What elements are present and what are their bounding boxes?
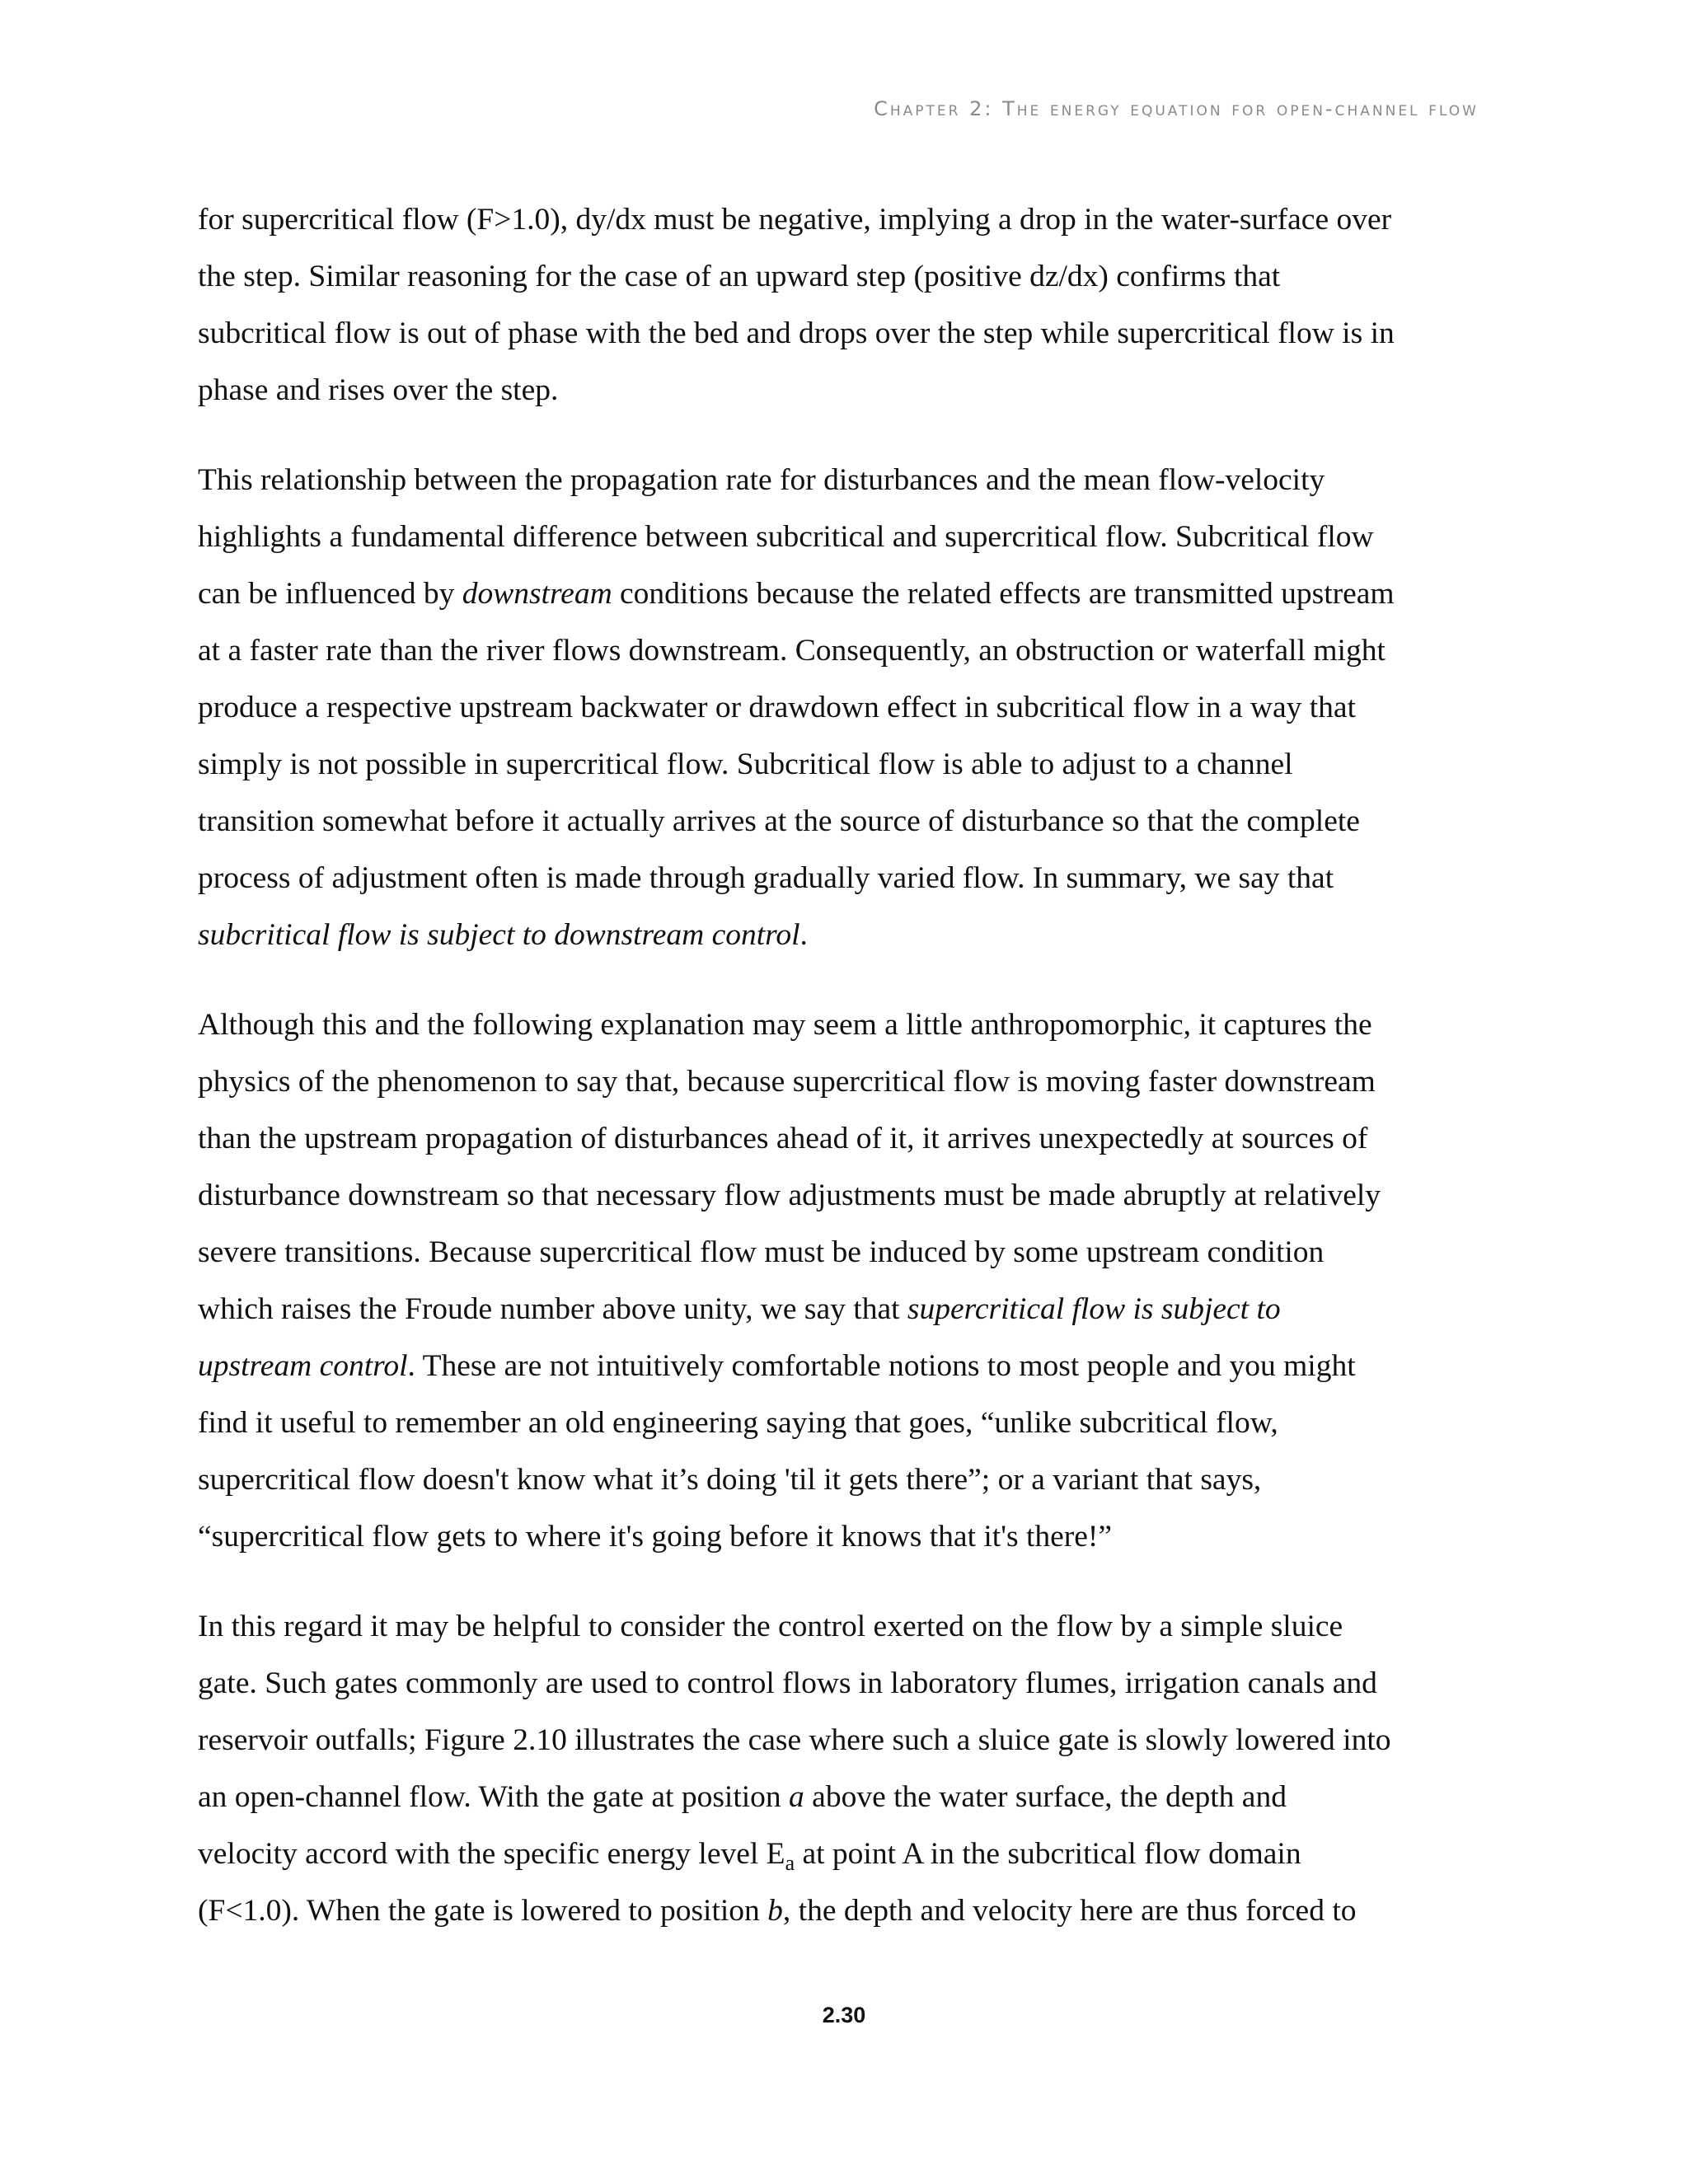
paragraph xyxy=(198,1598,1484,1939)
body-text xyxy=(198,191,1484,1972)
text-run: gate. Such gates commonly are used to control flows in laboratory flumes, irrigation canals and xyxy=(198,1666,1377,1700)
text-line xyxy=(198,248,1484,305)
text-line xyxy=(198,1394,1484,1451)
text-line xyxy=(198,1655,1484,1712)
text-line xyxy=(198,1281,1484,1338)
running-header: Chapter 2: The energy equation for open-channel flow xyxy=(874,97,1479,120)
text-run: severe transitions. Because supercritical flow must be induced by some upstream condition xyxy=(198,1235,1325,1269)
text-run: which raises the Froude number above unity, we say that xyxy=(198,1292,907,1326)
text-line xyxy=(198,1598,1484,1655)
text-run: can be influenced by xyxy=(198,577,462,611)
text-run: at point A in the subcritical flow domain xyxy=(795,1837,1301,1871)
text-line xyxy=(198,850,1484,907)
text-line xyxy=(198,191,1484,248)
emphasis-text: subcritical flow is subject to downstream control xyxy=(198,918,800,952)
text-run: conditions because the related effects are transmitted upstream xyxy=(612,577,1395,611)
text-line xyxy=(198,362,1484,419)
text-run: phase and rises over the step. xyxy=(198,373,559,407)
text-run: , the depth and velocity here are thus forced to xyxy=(782,1894,1357,1928)
text-line xyxy=(198,509,1484,565)
page-number: 2.30 xyxy=(822,2003,866,2027)
text-line xyxy=(198,1451,1484,1508)
text-run: . xyxy=(799,918,808,952)
text-line xyxy=(198,1882,1484,1939)
text-line xyxy=(198,1712,1484,1769)
text-line xyxy=(198,305,1484,362)
text-run: find it useful to remember an old engineering saying that goes, “unlike subcritical flow, xyxy=(198,1406,1278,1440)
text-line xyxy=(198,907,1484,963)
text-line xyxy=(198,996,1484,1053)
emphasis-text: upstream control xyxy=(198,1349,408,1383)
text-run: disturbance downstream so that necessary flow adjustments must be made abruptly at relatively xyxy=(198,1179,1381,1212)
text-run: subcritical flow is out of phase with the bed and drops over the step while supercritical flow is in xyxy=(198,316,1395,350)
text-run: an open-channel flow. With the gate at position xyxy=(198,1780,790,1814)
text-line xyxy=(198,1769,1484,1825)
text-run: reservoir outfalls; Figure 2.10 illustrates the case where such a sluice gate is slowly lowered into xyxy=(198,1723,1391,1757)
text-run: Although this and the following explanation may seem a little anthropomorphic, it captures the xyxy=(198,1008,1372,1042)
text-line xyxy=(198,736,1484,793)
text-run: at a faster rate than the river flows downstream. Consequently, an obstruction or waterfall might xyxy=(198,634,1386,668)
text-run: “supercritical flow gets to where it's going before it knows that it's there!” xyxy=(198,1520,1113,1554)
text-line xyxy=(198,1167,1484,1224)
text-run: highlights a fundamental difference between subcritical and supercritical flow. Subcritical flow xyxy=(198,520,1374,554)
text-run: This relationship between the propagation rate for disturbances and the mean flow-velocity xyxy=(198,463,1325,497)
text-line xyxy=(198,1508,1484,1565)
text-run: for supercritical flow (F>1.0), dy/dx must be negative, implying a drop in the water-surface over xyxy=(198,203,1392,237)
emphasis-text: b xyxy=(767,1894,783,1928)
text-line xyxy=(198,1053,1484,1110)
emphasis-text: a xyxy=(789,1780,804,1814)
text-line xyxy=(198,793,1484,850)
text-run: above the water surface, the depth and xyxy=(804,1780,1287,1814)
subscript-text: a xyxy=(785,1851,795,1875)
text-line xyxy=(198,565,1484,622)
text-run: velocity accord with the specific energy level E xyxy=(198,1837,785,1871)
paragraph xyxy=(198,452,1484,963)
text-line xyxy=(198,1110,1484,1167)
text-line xyxy=(198,622,1484,679)
text-run: physics of the phenomenon to say that, because supercritical flow is moving faster downstream xyxy=(198,1065,1376,1099)
text-line xyxy=(198,452,1484,509)
text-run: produce a respective upstream backwater or drawdown effect in subcritical flow in a way that xyxy=(198,691,1356,724)
paragraph xyxy=(198,191,1484,419)
paragraph xyxy=(198,996,1484,1565)
text-run: transition somewhat before it actually arrives at the source of disturbance so that the complete xyxy=(198,804,1360,838)
emphasis-text: downstream xyxy=(462,577,612,611)
text-run: than the upstream propagation of disturbances ahead of it, it arrives unexpectedly at sources of xyxy=(198,1122,1368,1155)
text-run: simply is not possible in supercritical flow. Subcritical flow is able to adjust to a channel xyxy=(198,748,1293,781)
emphasis-text: supercritical flow is subject to xyxy=(907,1292,1281,1326)
text-run: process of adjustment often is made through gradually varied flow. In summary, we say that xyxy=(198,861,1334,895)
text-line xyxy=(198,1224,1484,1281)
text-run: the step. Similar reasoning for the case of an upward step (positive dz/dx) confirms that xyxy=(198,260,1281,293)
text-run: . These are not intuitively comfortable notions to most people and you might xyxy=(407,1349,1356,1383)
text-line xyxy=(198,679,1484,736)
text-line xyxy=(198,1825,1484,1882)
text-run: In this regard it may be helpful to consider the control exerted on the flow by a simple sluice xyxy=(198,1610,1343,1643)
text-run: supercritical flow doesn't know what it’s doing 'til it gets there”; or a variant that says, xyxy=(198,1463,1262,1497)
text-run: (F<1.0). When the gate is lowered to position xyxy=(198,1894,768,1928)
text-line xyxy=(198,1338,1484,1394)
